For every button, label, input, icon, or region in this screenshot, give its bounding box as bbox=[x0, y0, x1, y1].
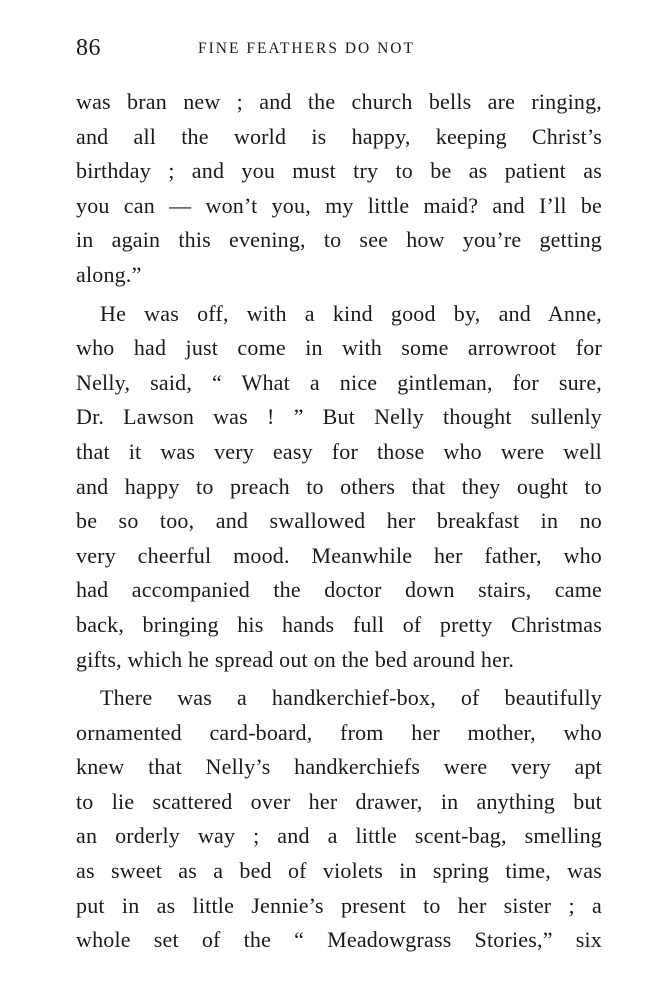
text-line: gifts, which he spread out on the bed around her. bbox=[76, 646, 515, 672]
paragraph bbox=[76, 297, 602, 678]
text-line: you can — won’t you, my little maid? and I’ll be bbox=[76, 192, 602, 218]
text-line: an orderly way ; and a little scent-bag, smelling bbox=[76, 823, 602, 849]
text-line: Nelly, said, “ What a nice gintleman, for sure, bbox=[76, 369, 602, 395]
text-line: as sweet as a bed of violets in spring time, was bbox=[76, 858, 602, 884]
text-line: put in as little Jennie’s present to her sister ; a bbox=[76, 892, 602, 918]
text-line: Dr. Lawson was ! ” But Nelly thought sullenly bbox=[76, 404, 602, 430]
text-line: in again this evening, to see how you’re getting bbox=[76, 227, 602, 253]
page-number: 86 bbox=[76, 35, 101, 61]
paragraph bbox=[76, 85, 602, 293]
body-text bbox=[76, 85, 602, 962]
running-head: FINE FEATHERS DO NOT bbox=[198, 40, 415, 57]
text-line: There was a handkerchief-box, of beautifully bbox=[100, 685, 602, 711]
text-line: ornamented card-board, from her mother, who bbox=[76, 719, 602, 745]
text-line: to lie scattered over her drawer, in anything but bbox=[76, 788, 602, 814]
text-line: had accompanied the doctor down stairs, came bbox=[76, 577, 602, 603]
text-line: who had just come in with some arrowroot for bbox=[76, 335, 602, 361]
text-line: very cheerful mood. Meanwhile her father, who bbox=[76, 542, 602, 568]
text-line: that it was very easy for those who were well bbox=[76, 438, 602, 464]
text-line: be so too, and swallowed her breakfast in no bbox=[76, 508, 602, 534]
text-line: and happy to preach to others that they ought to bbox=[76, 473, 602, 499]
text-line: and all the world is happy, keeping Christ’s bbox=[76, 123, 602, 149]
paragraph bbox=[76, 681, 602, 958]
text-line: along.” bbox=[76, 261, 142, 287]
text-line: was bran new ; and the church bells are ringing, bbox=[76, 89, 602, 114]
page-header bbox=[76, 34, 602, 62]
text-line: knew that Nelly’s handkerchiefs were very apt bbox=[76, 754, 602, 780]
text-line: birthday ; and you must try to be as patient as bbox=[76, 158, 602, 184]
text-line: whole set of the “ Meadowgrass Stories,” six bbox=[76, 927, 602, 953]
text-line: He was off, with a kind good by, and Anne, bbox=[100, 300, 602, 326]
text-line: back, bringing his hands full of pretty Christmas bbox=[76, 611, 602, 637]
